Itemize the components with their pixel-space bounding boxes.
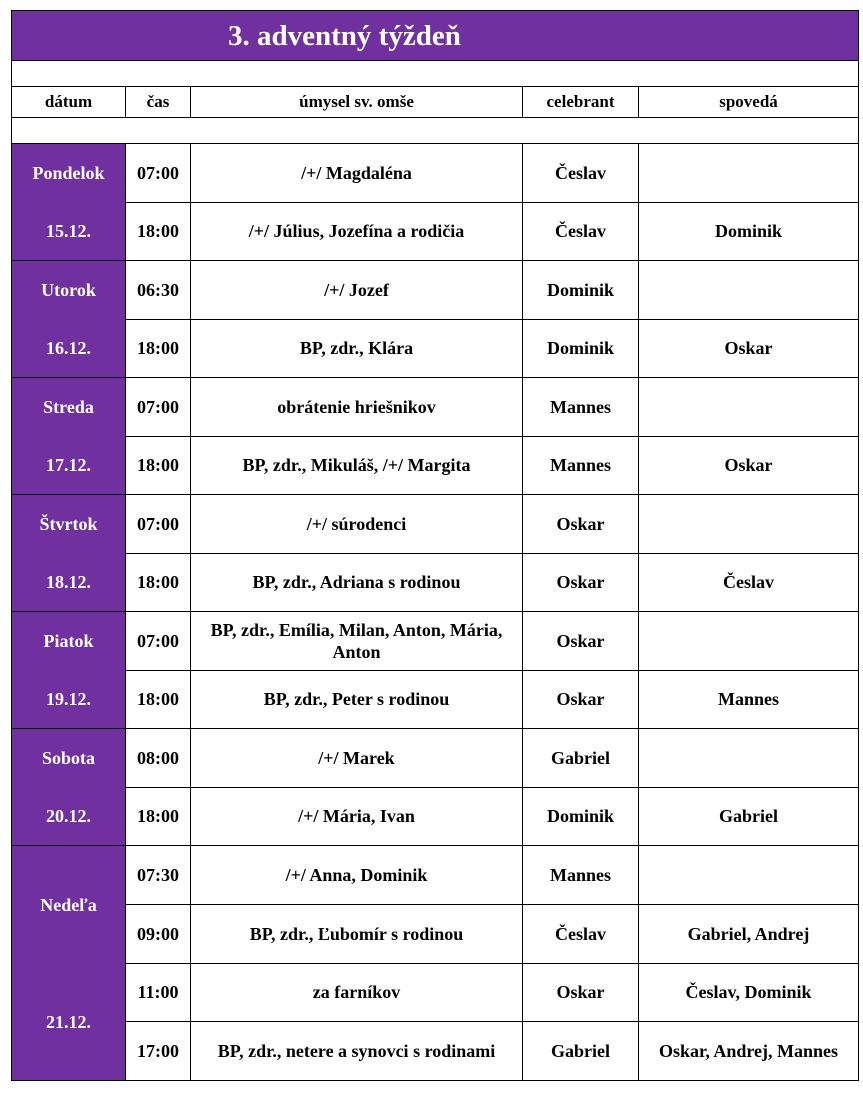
- mass-time: 07:00: [126, 612, 191, 671]
- mass-celebrant: Dominik: [523, 319, 639, 378]
- mass-time: 08:00: [126, 729, 191, 788]
- mass-confessor: [639, 495, 859, 554]
- header-row: [12, 87, 859, 118]
- mass-confessor: [639, 144, 859, 203]
- day-date: 17.12.: [46, 455, 91, 475]
- spacer-row: [12, 61, 859, 87]
- mass-time: 07:00: [126, 495, 191, 554]
- mass-celebrant: Česlav: [523, 144, 639, 203]
- mass-intention: BP, zdr., Peter s rodinou: [191, 670, 523, 729]
- mass-celebrant: Česlav: [523, 904, 639, 963]
- mass-celebrant: Oskar: [523, 553, 639, 612]
- day-label: [16, 261, 121, 377]
- header-confessor: spovedá: [639, 87, 859, 118]
- table-row: [12, 495, 859, 554]
- day-name: Streda: [43, 397, 94, 417]
- mass-celebrant: Oskar: [523, 963, 639, 1022]
- table-row: [12, 729, 859, 788]
- day-date: 16.12.: [46, 338, 91, 358]
- day-date: 21.12.: [46, 1011, 91, 1032]
- mass-intention: BP, zdr., netere a synovci s rodinami: [191, 1022, 523, 1081]
- day-label: [16, 378, 121, 494]
- mass-confessor: Oskar: [639, 436, 859, 495]
- mass-intention: BP, zdr., Mikuláš, /+/ Margita: [191, 436, 523, 495]
- day-name: Sobota: [41, 748, 95, 768]
- mass-celebrant: Mannes: [523, 436, 639, 495]
- day-name: Utorok: [41, 280, 96, 300]
- mass-confessor: Gabriel: [639, 787, 859, 846]
- day-date: 15.12.: [46, 221, 91, 241]
- mass-intention: BP, zdr., Klára: [191, 319, 523, 378]
- mass-time: 07:30: [126, 846, 191, 905]
- mass-confessor: Oskar: [639, 319, 859, 378]
- mass-time: 18:00: [126, 787, 191, 846]
- mass-celebrant: Mannes: [523, 846, 639, 905]
- mass-celebrant: Mannes: [523, 378, 639, 437]
- mass-intention: za farníkov: [191, 963, 523, 1022]
- mass-celebrant: Oskar: [523, 670, 639, 729]
- header-date: dátum: [12, 87, 126, 118]
- mass-confessor: [639, 261, 859, 320]
- mass-intention: /+/ Marek: [191, 729, 523, 788]
- mass-time: 18:00: [126, 436, 191, 495]
- mass-confessor: Gabriel, Andrej: [639, 904, 859, 963]
- mass-confessor: [639, 846, 859, 905]
- mass-confessor: [639, 612, 859, 671]
- header-intention: úmysel sv. omše: [191, 87, 523, 118]
- title-row: [12, 11, 859, 61]
- day-name: Štvrtok: [39, 514, 98, 534]
- mass-confessor: Oskar, Andrej, Mannes: [639, 1022, 859, 1081]
- mass-time: 18:00: [126, 670, 191, 729]
- spacer-row: [12, 118, 859, 144]
- mass-intention: BP, zdr., Ľubomír s rodinou: [191, 904, 523, 963]
- mass-intention: /+/ súrodenci: [191, 495, 523, 554]
- day-label: [16, 144, 121, 260]
- mass-confessor: Česlav: [639, 553, 859, 612]
- day-cell: [12, 495, 126, 612]
- table-row: [12, 846, 859, 905]
- mass-confessor: [639, 729, 859, 788]
- table-row: [12, 612, 859, 671]
- mass-time: 18:00: [126, 202, 191, 261]
- mass-celebrant: Gabriel: [523, 1022, 639, 1081]
- mass-time: 18:00: [126, 553, 191, 612]
- header-time: čas: [126, 87, 191, 118]
- day-cell: [12, 846, 126, 1081]
- mass-confessor: [639, 378, 859, 437]
- schedule-title: 3. adventný týždeň: [12, 11, 859, 61]
- mass-time: 06:30: [126, 261, 191, 320]
- day-cell: [12, 144, 126, 261]
- mass-time: 09:00: [126, 904, 191, 963]
- table-row: [12, 202, 859, 261]
- table-row: [12, 904, 859, 963]
- spacer-cell: [12, 118, 859, 144]
- mass-schedule-table: [11, 10, 859, 1081]
- day-cell: [12, 729, 126, 846]
- mass-time: 11:00: [126, 963, 191, 1022]
- table-row: [12, 319, 859, 378]
- table-row: [12, 436, 859, 495]
- mass-time: 07:00: [126, 144, 191, 203]
- table-row: [12, 378, 859, 437]
- mass-intention: /+/ Mária, Ivan: [191, 787, 523, 846]
- day-label: [16, 495, 121, 611]
- mass-time: 18:00: [126, 319, 191, 378]
- day-name: Piatok: [43, 631, 94, 651]
- header-celebrant: celebrant: [523, 87, 639, 118]
- table-row: [12, 670, 859, 729]
- table-row: [12, 1022, 859, 1081]
- mass-intention: /+/ Anna, Dominik: [191, 846, 523, 905]
- day-label: [16, 729, 121, 845]
- day-label: [16, 846, 121, 1080]
- day-cell: [12, 612, 126, 729]
- table-row: [12, 787, 859, 846]
- mass-confessor: Dominik: [639, 202, 859, 261]
- table-row: [12, 553, 859, 612]
- schedule-document: [11, 10, 859, 1081]
- mass-celebrant: Česlav: [523, 202, 639, 261]
- day-cell: [12, 261, 126, 378]
- mass-confessor: Česlav, Dominik: [639, 963, 859, 1022]
- mass-confessor: Mannes: [639, 670, 859, 729]
- mass-celebrant: Oskar: [523, 495, 639, 554]
- mass-intention: obrátenie hriešnikov: [191, 378, 523, 437]
- day-name: Nedeľa: [40, 894, 97, 915]
- day-name: Pondelok: [32, 163, 105, 183]
- spacer-cell: [12, 61, 859, 87]
- mass-celebrant: Oskar: [523, 612, 639, 671]
- mass-celebrant: Dominik: [523, 261, 639, 320]
- mass-celebrant: Dominik: [523, 787, 639, 846]
- mass-time: 17:00: [126, 1022, 191, 1081]
- table-row: [12, 144, 859, 203]
- mass-intention: /+/ Magdaléna: [191, 144, 523, 203]
- table-row: [12, 963, 859, 1022]
- mass-intention: /+/ Július, Jozefína a rodičia: [191, 202, 523, 261]
- mass-intention: /+/ Jozef: [191, 261, 523, 320]
- day-cell: [12, 378, 126, 495]
- day-date: 20.12.: [46, 806, 91, 826]
- day-date: 18.12.: [46, 572, 91, 592]
- mass-intention: BP, zdr., Emília, Milan, Anton, Mária, Anton: [191, 612, 523, 671]
- mass-intention: BP, zdr., Adriana s rodinou: [191, 553, 523, 612]
- mass-time: 07:00: [126, 378, 191, 437]
- table-row: [12, 261, 859, 320]
- day-label: [16, 612, 121, 728]
- mass-celebrant: Gabriel: [523, 729, 639, 788]
- day-date: 19.12.: [46, 689, 91, 709]
